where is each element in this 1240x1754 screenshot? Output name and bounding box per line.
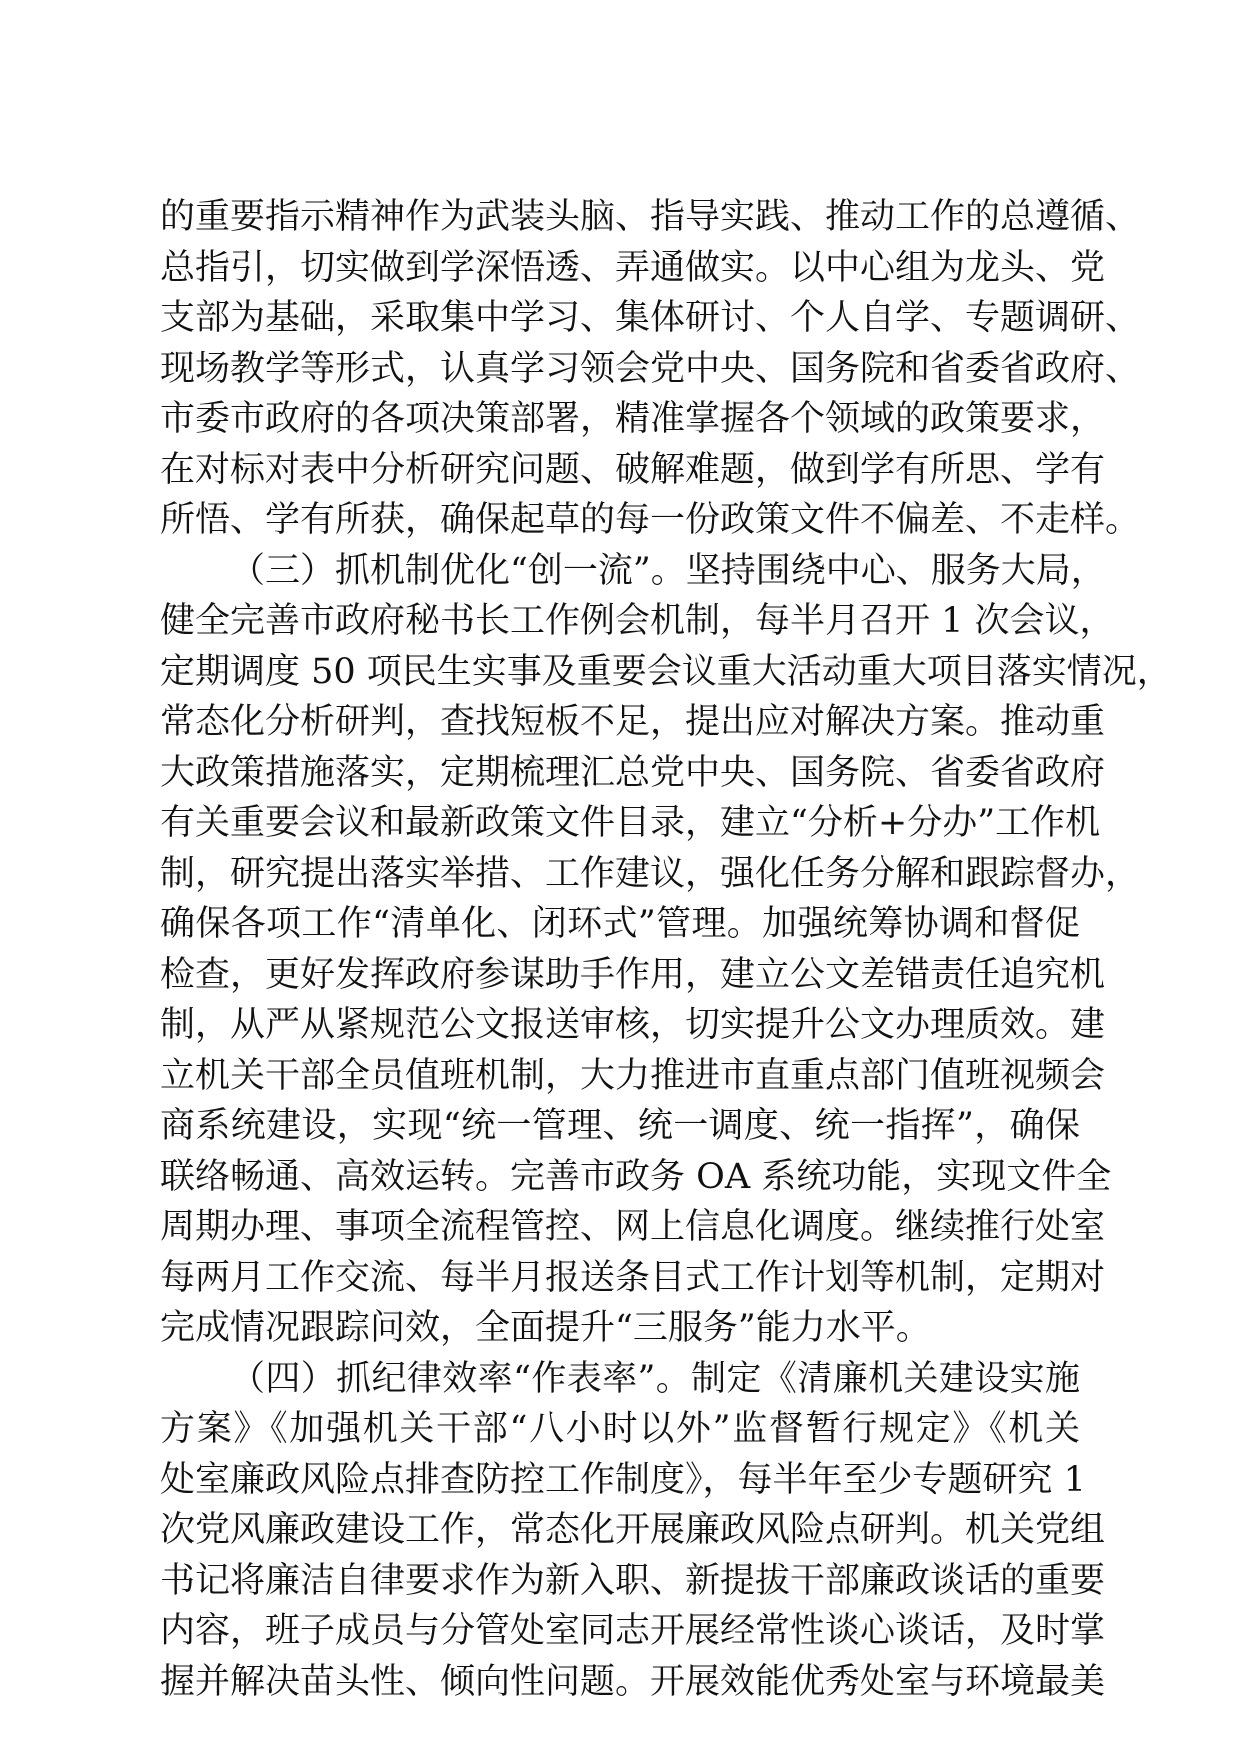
text-line: 完成情况跟踪问效，全面提升“三服务”能力水平。 xyxy=(160,1308,931,1348)
text-line: 定期调度 50 项民生实事及重要会议重大活动重大项目落实情况， xyxy=(160,651,1172,692)
section-heading-line: （三）抓机制优化“创一流”。坚持围绕中心、服务大局， xyxy=(230,550,1106,591)
text-line: 常态化分析研判，查找短板不足，提出应对解决方案。推动重 xyxy=(160,702,1106,742)
text-line: 检查，更好发挥政府参谋助手作用，建立公文差错责任追究机 xyxy=(160,954,1106,995)
text-line: 书记将廉洁自律要求作为新入职、新提拔干部廉政谈话的重要 xyxy=(160,1560,1106,1601)
text-line: 周期办理、事项全流程管控、网上信息化调度。继续推行处室 xyxy=(160,1207,1106,1247)
section-heading-line: （四）抓纪律效率“作表率”。制定《清廉机关建设实施 xyxy=(230,1358,1080,1399)
text-line: 处室廉政风险点排查防控工作制度》，每半年至少专题研究 1 xyxy=(160,1459,1086,1500)
text-line: 大政策措施落实，定期梳理汇总党中央、国务院、省委省政府 xyxy=(160,752,1106,793)
text-line: 在对标对表中分析研究问题、破解难题，做到学有所思、学有 xyxy=(160,449,1106,490)
text-line: 制，研究提出落实举措、工作建议，强化任务分解和跟踪督办， xyxy=(160,853,1141,894)
text-line: 总指引，切实做到学深悟透、弄通做实。以中心组为龙头、党 xyxy=(160,247,1106,288)
text-line: 商系统建设，实现“统一管理、统一调度、统一指挥”，确保 xyxy=(160,1106,1080,1146)
text-line: 次党风廉政建设工作，常态化开展廉政风险点研判。机关党组 xyxy=(160,1510,1106,1550)
body-text xyxy=(160,192,1172,1707)
text-line: 的重要指示精神作为武装头脑、指导实践、推动工作的总遵循、 xyxy=(160,197,1141,237)
text-line: 确保各项工作“清单化、闭环式”管理。加强统筹协调和督促 xyxy=(160,904,1080,944)
text-line: 握并解决苗头性、倾向性问题。开展效能优秀处室与环境最美 xyxy=(160,1661,1106,1702)
text-line: 支部为基础，采取集中学习、集体研讨、个人自学、专题调研、 xyxy=(160,298,1141,338)
text-line: 所悟、学有所获，确保起草的每一份政策文件不偏差、不走样。 xyxy=(160,500,1141,540)
text-line: 联络畅通、高效运转。完善市政务 OA 系统功能，实现文件全 xyxy=(160,1156,1112,1197)
text-line: 立机关干部全员值班机制，大力推进市直重点部门值班视频会 xyxy=(160,1055,1106,1096)
text-line: 每两月工作交流、每半月报送条目式工作计划等机制，定期对 xyxy=(160,1257,1106,1298)
text-line: 有关重要会议和最新政策文件目录，建立“分析+分办”工作机 xyxy=(160,803,1101,843)
text-line: 制，从严从紧规范公文报送审核，切实提升公文办理质效。建 xyxy=(160,1005,1106,1045)
text-line: 健全完善市政府秘书长工作例会机制，每半月召开 1 次会议， xyxy=(160,601,1115,641)
text-line: 内容，班子成员与分管处室同志开展经常性谈心谈话，及时掌 xyxy=(160,1611,1106,1651)
text-line: 方案》《加强机关干部“八小时以外”监督暂行规定》《机关 xyxy=(160,1409,1080,1449)
text-line: 现场教学等形式，认真学习领会党中央、国务院和省委省政府、 xyxy=(160,348,1141,389)
text-line: 市委市政府的各项决策部署，精准掌握各个领域的政策要求， xyxy=(160,399,1106,439)
